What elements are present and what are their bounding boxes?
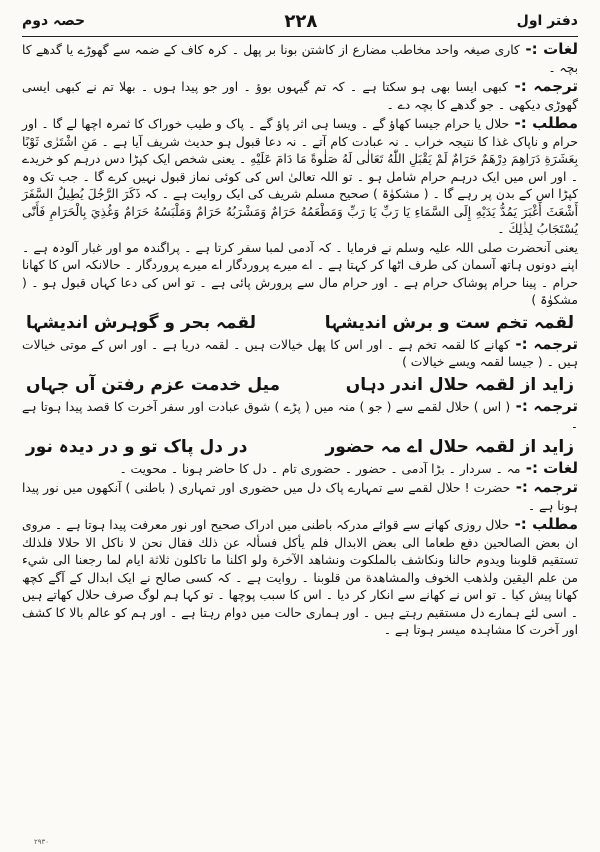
text-paragraph: [22, 336, 578, 372]
paragraph-text: حلال یا حرام جیسا کھاؤ گے ۔ ویسا ہی اثر پاؤ گے ۔ پاک و طیب خوراک کا ثمرہ اچھا لے گا ۔ اور حرام و ناپاک غذا کا نتیجہ خراب ۔ نہ عبادت کام آتے ۔ نہ دعا قبول ہو حدیث شریف آیا ہے ۔ مَنِ اشْتَرٰى ثَوْبًا بِعَشَرَةِ دَرَاهِمَ دِرْهَمٌ حَرَامٌ لَمْ يَقْبَلِ اللّٰهُ تَعَالٰى لَهُ صَلٰوةً مَا دَامَ عَلَيْهِ ۔ یعنی شخص ایک کپڑا دس درہم کو خریدے ۔ اور اس میں ایک درہم حرام شامل ہو ۔ تو اللہ تعالیٰ اس کی کوئی نماز قبول نہیں کرے گا ۔ جب تک وہ کپڑا اس کے بدن پر رہے گا ۔ ( مشکوٰۃ ) صحیح مسلم شریف کی ایک روایت ہے ۔ کہ ذَكَرَ الرَّجُلَ يُطِيلُ السَّفَرَ أَشْعَثَ أَغْبَرَ يَمُدُّ يَدَيْهِ إِلَى السَّمَاءِ يَا رَبِّ يَا رَبِّ وَمَطْعَمُهُ حَرَامٌ وَمَشْرَبُهُ حَرَامٌ وَمَلْبَسُهُ حَرَامٌ وَغُذِيَ بِالْحَرَامِ فَأَنّٰى يُسْتَجَابُ لِذٰلِكَ ۔: [22, 117, 578, 236]
paragraph-text: کاری صیغہ واحد مخاطب مضارع از کاشتن بونا بر پھل ۔ کرہ کاف کے ضمہ سے گھوڑے یا گدھے کا بچہ ۔: [22, 43, 578, 75]
section-term: ترجمہ :-: [510, 478, 578, 496]
section-label: دفتر اول: [516, 13, 578, 29]
page-body: [22, 41, 578, 640]
verse-first-hemistich: لقمہ تخم ست و برش اندیشہا: [324, 312, 574, 333]
paragraph-text: ( اس ) حلال لقمے سے ( جو ) منہ میں ( پڑے ) شوق عبادت اور سفر آخرت کا قصد پیدا ہوتا ہے ۔: [22, 399, 578, 431]
section-term: لغات :-: [519, 40, 578, 58]
paragraph-text: کھانے کا لقمہ تخم ہے ۔ اور اس کا پھل خیالات ہیں ۔ لقمہ دریا ہے ۔ اور اس کے موتی خیالات ہیں ۔ ( جیسا لقمہ ویسے خیالات ): [22, 337, 578, 369]
section-term: مطلب :-: [509, 114, 578, 132]
text-paragraph: [22, 115, 578, 239]
paragraph-text: مہ ۔ سردار ۔ بڑا آدمی ۔ حضور ۔ حضوری تام ۔ دل کا حاضر ہونا ۔ محویت ۔: [119, 461, 521, 476]
text-paragraph: [22, 41, 578, 77]
text-paragraph: [22, 78, 578, 114]
section-term: ترجمہ :-: [509, 334, 578, 353]
verse-couplet: [22, 373, 578, 397]
paragraph-text: کبھی ایسا بھی ہو سکتا ہے ۔ کہ تم گیہوں بوؤ ۔ اور جو پیدا ہوں ۔ بھلا تم نے کبھی ایسی گھوڑی دیکھی ۔ جو گدھے کا بچہ دے ۔: [22, 80, 578, 112]
section-term: ترجمہ :-: [507, 77, 578, 95]
section-term: ترجمہ :-: [510, 396, 578, 415]
page-header: [22, 8, 578, 34]
verse-first-hemistich: زاید از لقمہ حلال اندر دہاں: [345, 374, 574, 395]
volume-label: حصہ دوم: [22, 13, 86, 29]
verse-second-hemistich: در دل پاک تو و در دیدہ نور: [26, 436, 248, 457]
page-number: ۲۲۸: [284, 10, 318, 32]
text-paragraph: [22, 240, 578, 310]
paragraph-text: حلال روزی کھانے سے قوائے مدرکہ باطنی میں ادراک صحیح اور نور معرفت پیدا ہوتا ہے ۔ مروی ان بعض الصالحين دفع طعاما الی بعض الابدال فلم يأكل فسألہ عن ذلك فقال نحن لا ناكل الا حلالا فلذلك تستقيم قلوبنا ويدوم حالنا ونكاشف بالملكوت ونشاهد الآخرة ولو اكلنا ما تاكلون ثلاثة ايام لما رجعنا الى شيء من علم اليقين ولذهب الخوف والمشاهدة من قلوبنا ۔ روایت ہے ۔ کہ کسی صالح نے ایک ابدال کے آگے کچھ کھانا پیش کیا ۔ تو اس نے کھانے سے انکار کر دیا ۔ اس کا سبب پوچھا ۔ تو کہا ہم لوگ صرف حلال کھاتے ہیں ۔ اسی لئے ہمارے دل مستقیم رہتے ہیں ۔ اور ہماری حالت میں دوام رہتا ہے ۔ اور ہم کو عالم بالا کا کشف اور آخرت کا مشاہدہ میسر ہوتا ہے ۔: [22, 518, 578, 637]
verse-second-hemistich: میل خدمت عزم رفتن آں جہاں: [26, 374, 281, 395]
verse-couplet: [22, 435, 578, 459]
text-paragraph: [22, 479, 578, 515]
verse-second-hemistich: لقمہ بحر و گوہرش اندیشہا: [26, 312, 257, 333]
text-paragraph: [22, 516, 578, 640]
verse-couplet: [22, 311, 578, 335]
text-paragraph: [22, 398, 578, 434]
print-mark: ۲۹۳۰: [34, 838, 50, 846]
header-rule: [22, 36, 578, 37]
section-term: لغات :-: [520, 458, 578, 477]
paragraph-text: یعنی آنحضرت صلی اللہ علیہ وسلم نے فرمایا ۔ کہ آدمی لمبا سفر کرتا ہے ۔ پراگندہ مو اور غبار آلودہ ہے ۔ اپنے دونوں ہاتھ آسمان کی طرف اٹھا کر کہتا ہے ۔ اے میرے پروردگار اے میرے پروردگار ۔ حالانکہ اس کا کھانا حرام ۔ پینا حرام پوشاک حرام ہے ۔ اور حرام مال سے پرورش پائی ہے ۔ تو اس کی دعا کہاں قبول ہو ۔ ( مشکوٰۃ ): [22, 240, 578, 307]
section-term: مطلب :-: [509, 515, 578, 533]
verse-first-hemistich: زاید از لقمہ حلال اے مہ حضور: [325, 436, 574, 457]
text-paragraph: [22, 460, 578, 479]
paragraph-text: حضرت ! حلال لقمے سے تمہارے پاک دل میں حضوری اور تمہاری ( باطنی ) آنکھوں میں نور پیدا ہونا ہے ۔: [22, 481, 578, 513]
